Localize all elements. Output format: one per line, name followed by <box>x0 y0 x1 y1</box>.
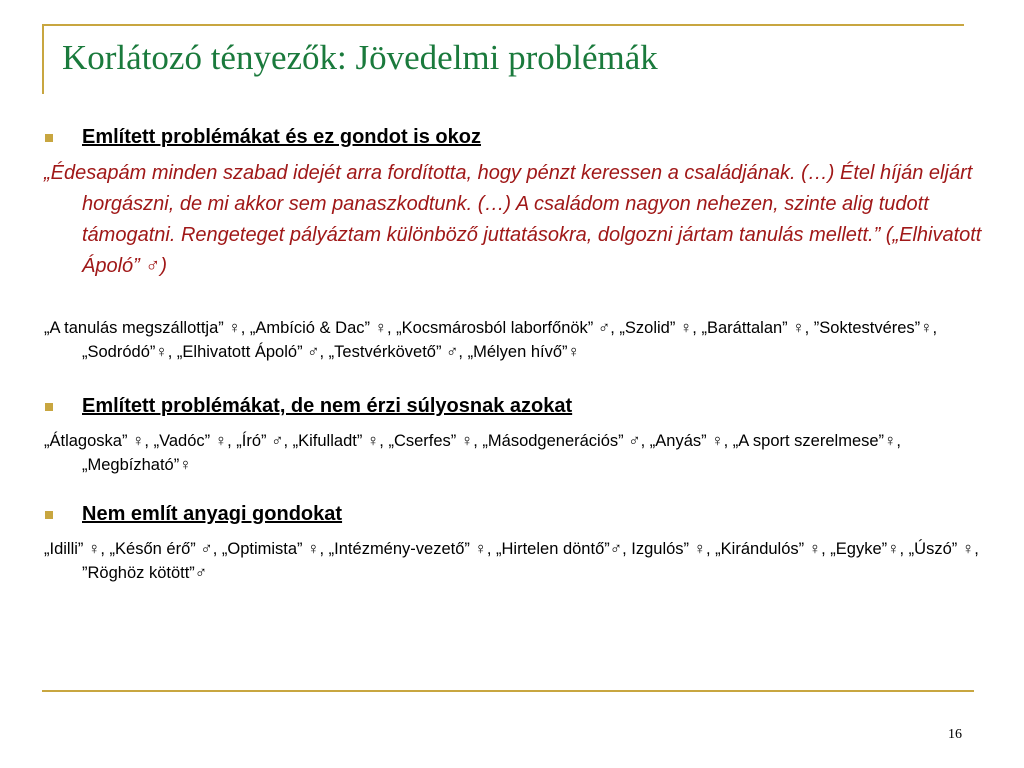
section-3-heading <box>44 501 984 527</box>
section-2-heading-text: Említett problémákat, de nem érzi súlyosnak azokat <box>82 395 573 417</box>
section-3-heading-text: Nem említ anyagi gondokat <box>82 503 343 525</box>
page-number: 16 <box>948 727 962 742</box>
section-1-quote: „Édesapám minden szabad idejét arra fordította, hogy pénzt keressen a családjának. (…) Étel híján eljárt horgászni, de mi akkor sem panaszkodtunk. (…) A családom nagyon nehezen, szinte alig tudott támogatni. Rengeteget pályáztam különböző juttatásokra, dolgozni jártam tanulás mellett.” („Elhivatott Ápoló” ♂) <box>44 162 982 277</box>
section-1-heading <box>44 124 984 150</box>
section-1-names: „A tanulás megszállottja” ♀, „Ambíció & Dac” ♀, „Kocsmárosból laborfőnök” ♂, „Szolid” ♀, „Baráttalan” ♀, ”Soktestvéres”♀, „Sodródó”♀, „Elhivatott Ápoló” ♂, „Testvérkövető” ♂, „Mélyen hívő”♀ <box>44 319 938 361</box>
section-3-names: „Idilli” ♀, „Későn érő” ♂, „Optimista” ♀, „Intézmény-vezető” ♀, „Hirtelen döntő”♂, Izgulós” ♀, „Kirándulós” ♀, „Egyke”♀, „Úszó” ♀, ”Röghöz kötött”♂ <box>44 540 979 582</box>
bullet-square-icon <box>45 134 53 142</box>
slide-content <box>44 124 984 585</box>
section-2-heading <box>44 393 984 419</box>
section-2-names: „Átlagoska” ♀, „Vadóc” ♀, „Író” ♂, „Kifulladt” ♀, „Cserfes” ♀, „Másodgenerációs” ♂, „Anyás” ♀, „A sport szerelmese”♀, „Megbízható”♀ <box>44 432 902 474</box>
slide-title: Korlátozó tényezők: Jövedelmi problémák <box>62 38 658 77</box>
frame-bottom-line <box>42 690 974 692</box>
bullet-square-icon <box>45 403 53 411</box>
frame-left-line <box>42 24 44 94</box>
section-1-heading-text: Említett problémákat és ez gondot is okoz <box>82 126 481 148</box>
frame-top-line <box>42 24 964 26</box>
bullet-square-icon <box>45 511 53 519</box>
